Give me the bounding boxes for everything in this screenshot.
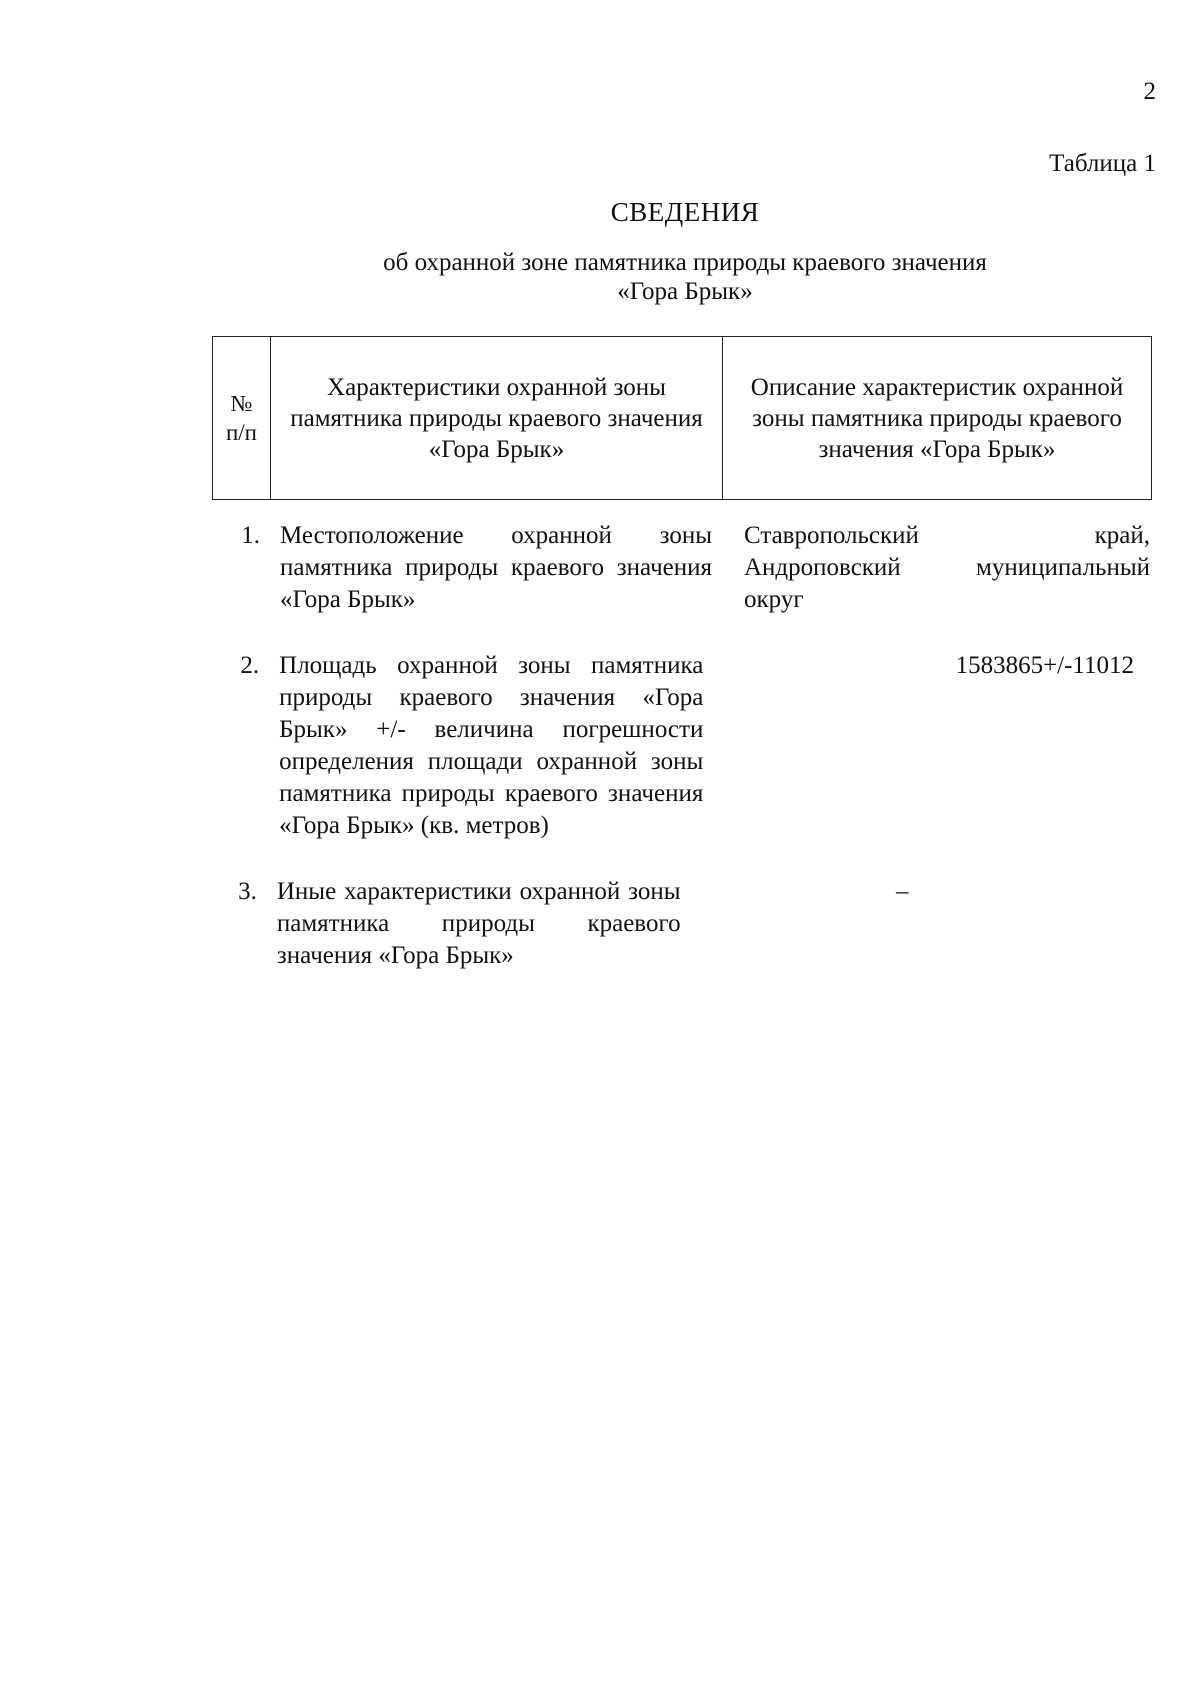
- subtitle-line-1: об охранной зоне памятника природы краевого значения: [383, 249, 987, 276]
- table-row: [212, 876, 1152, 972]
- row-characteristic: Иные характеристики охранной зоны памятника природы краевого значения «Гора Брык»: [276, 878, 681, 969]
- header-number-abbr: п/п: [225, 420, 257, 445]
- table-body: [212, 520, 1152, 1006]
- row-description-line-2: Андроповский муниципальный: [744, 554, 1150, 581]
- row-description: 1583865+/-11012: [955, 652, 1135, 679]
- page-number: 2: [1143, 78, 1156, 105]
- header-number-cell: [213, 337, 271, 500]
- row-characteristic: Местоположение охранной зоны памятника природы краевого значения «Гора Брык»: [280, 522, 712, 613]
- header-row: [213, 337, 1152, 500]
- table-header: [212, 336, 1152, 500]
- table-row: [212, 650, 1152, 842]
- table-row: [212, 520, 1152, 616]
- header-characteristics-text: Характеристики охранной зоны памятника природы краевого значения «Гора Брык»: [290, 373, 703, 463]
- header-characteristics-cell: [271, 337, 723, 500]
- row-number: 3.: [238, 878, 257, 905]
- header-description-text: Описание характеристик охранной зоны памятника природы краевого значения «Гора Брык»: [750, 373, 1124, 463]
- row-description-line-1: Ставропольский край,: [744, 522, 1150, 549]
- table-label: Таблица 1: [1049, 150, 1156, 177]
- row-description: [734, 520, 1150, 616]
- document-subtitle: [0, 248, 1200, 306]
- row-description: –: [896, 878, 909, 905]
- document-title: СВЕДЕНИЯ: [610, 197, 760, 227]
- row-number: 1.: [241, 522, 260, 549]
- row-number: 2.: [240, 652, 260, 679]
- row-characteristic: Площадь охранной зоны памятника природы краевого значения «Гора Брык» +/- величина погрешности определения площади охранной зоны памятника природы краевого значения «Гора Брык» (кв. метров): [279, 652, 704, 839]
- subtitle-line-2: «Гора Брык»: [617, 278, 753, 305]
- header-description-cell: [723, 337, 1152, 500]
- row-description-line-3: округ: [744, 586, 804, 613]
- header-number-symbol: №: [230, 391, 253, 416]
